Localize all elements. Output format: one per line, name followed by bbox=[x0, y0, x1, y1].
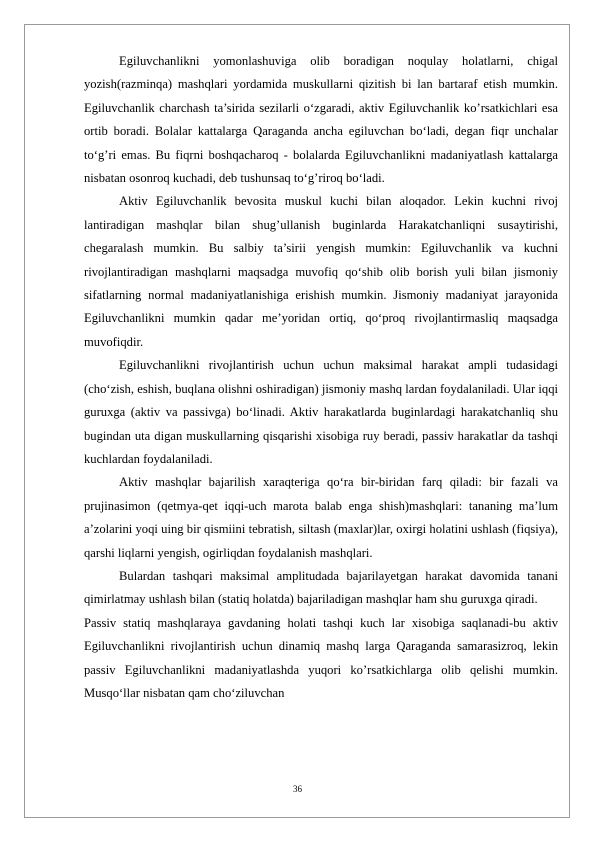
paragraph-6: Passiv statiq mashqlaraya gavdaning holati tashqi kuch lar xisobiga saqlanadi-bu aktiv Egiluvchanlikni rivojlantirish uchun dinamiq mashq larga Qaraganda samarasizroq, lekin passiv Egiluvchanlikni madaniyatlashda yuqori ko’rsatkichlarga olib qelishi mumkin. Musqo‘llar nisbatan qam cho‘ziluvchan bbox=[84, 615, 558, 700]
paragraph-4: Aktiv mashqlar bajarilish xaraqteriga qo‘ra bir-biridan farq qiladi: bir fazali va prujinasimon (qetmya-qet iqqi-uch marota balab enga shish)mashqlari: tananing ma’lum a’zolarini yoqi uing bir qismiini tebratish, siltash (maxlar)lar, oxirgi holatini ushlash (fiqsiya), qarshi liqlarni yengish, ogirliqdan foydalanish mashqlari. bbox=[84, 475, 558, 560]
paragraph-1: Egiluvchanlikni yomonlashuviga olib boradigan noqulay holatlarni, chigal yozish(razminqa) mashqlari yordamida muskullarni qizitish bi lan bartaraf etish mumkin. Egiluvchanlik charchash ta’sirida sezilarli o‘zgaradi, aktiv Egiluvchanlik ko’rsatkichlari esa ortib boradi. Bolalar kattalarga Qaraganda ancha egiluvchan bo‘ladi, degan fiqr unchalar to‘g’ri emas. Bu fiqrni boshqacharoq - bolalarda Egiluvchanlikni madaniyatlash kattalarga nisbatan osonroq kuchadi, deb tushunsaq to‘g’riroq bo‘ladi. bbox=[84, 54, 558, 186]
document-body bbox=[84, 50, 558, 705]
paragraph-2: Aktiv Egiluvchanlik bevosita muskul kuchi bilan aloqador. Lekin kuchni rivoj lantiradigan mashqlar bilan shug’ullanish buginlarda Harakatchanliqni susaytirishi, chegaralash mumkin. Bu salbiy ta’sirii yengish mumkin: Egiluvchanlik va kuchni rivojlantiradigan mashqlarni maqsadga muvofiq qo‘shib olib borish yuli bilan jismoniy sifatlarning normal madaniyatlanishiga erishish mumkin. Jismoniy madaniyat jarayonida Egiluvchanlikni mumkin qadar me’yoridan ortiq, qo‘proq rivojlantirmasliq maqsadga muvofiqdir. bbox=[84, 194, 558, 349]
page-number: 36 bbox=[293, 784, 302, 794]
paragraph-5: Bulardan tashqari maksimal amplitudada bajarilayetgan harakat davomida tanani qimirlatmay ushlash bilan (statiq holatda) bajariladigan mashqlar ham shu guruxga qiradi. bbox=[84, 568, 558, 607]
paragraph-3: Egiluvchanlikni rivojlantirish uchun uchun maksimal harakat ampli tudasidagi (cho‘zish, eshish, buqlana olishni oshiradigan) jismoniy mashq lardan foydalaniladi. Ular iqqi guruxga (aktiv va passivga) bo‘linadi. Aktiv harakatlarda buginlardagi harakatchanliq shu bugindan uta digan muskullarning qisqarishi xisobiga ruy beradi, passiv harakatlar da tashqi kuchlardan foydalaniladi. bbox=[84, 358, 558, 466]
